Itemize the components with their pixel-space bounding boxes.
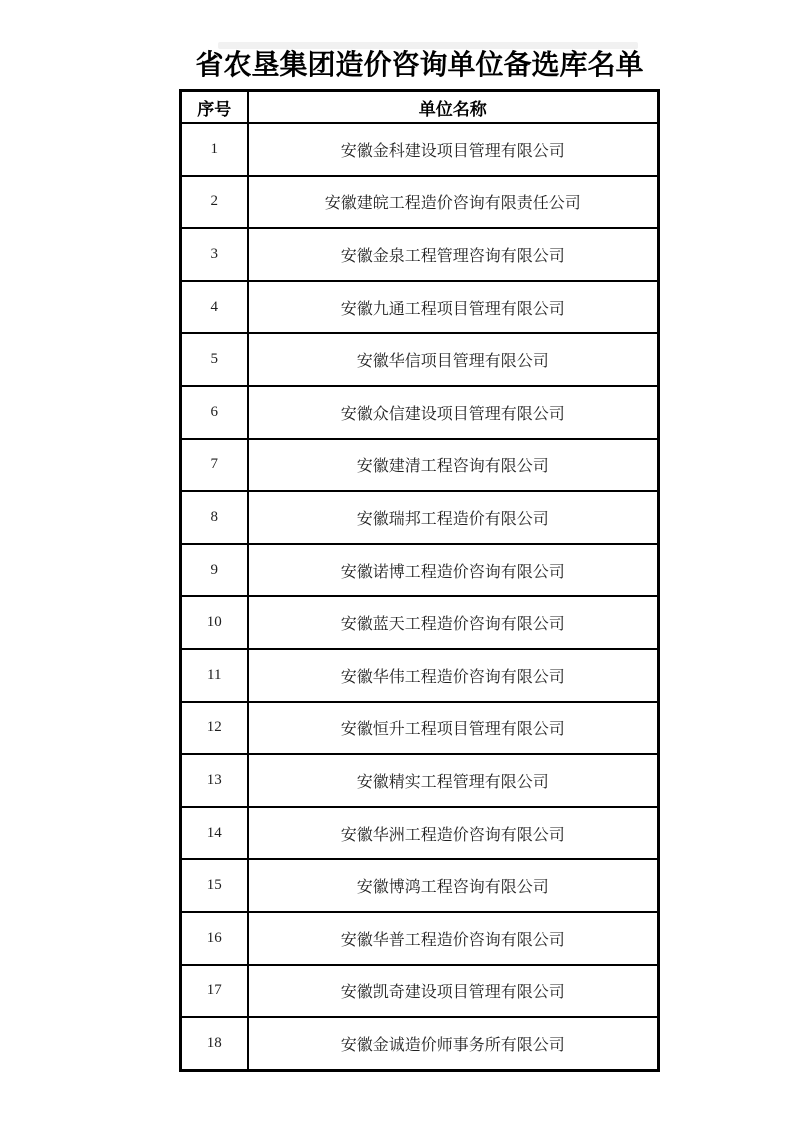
table-row [181, 123, 659, 176]
unit-name-cell: 安徽众信建设项目管理有限公司 [248, 386, 659, 439]
serial-number-cell: 3 [181, 228, 248, 281]
serial-number-cell: 18 [181, 1017, 248, 1070]
table-row [181, 491, 659, 544]
table-row [181, 228, 659, 281]
unit-name-cell: 安徽凯奇建设项目管理有限公司 [248, 965, 659, 1018]
unit-name-cell: 安徽金泉工程管理咨询有限公司 [248, 228, 659, 281]
serial-number-cell: 14 [181, 807, 248, 860]
serial-number-cell: 7 [181, 439, 248, 492]
serial-number-cell: 15 [181, 859, 248, 912]
table-row [181, 702, 659, 755]
unit-name-cell: 安徽建清工程咨询有限公司 [248, 439, 659, 492]
table-row [181, 281, 659, 334]
table-row [181, 439, 659, 492]
unit-name-cell: 安徽金科建设项目管理有限公司 [248, 123, 659, 176]
table-row [181, 912, 659, 965]
table-row [181, 386, 659, 439]
serial-number-cell: 8 [181, 491, 248, 544]
unit-name-cell: 安徽诺博工程造价咨询有限公司 [248, 544, 659, 597]
table-row [181, 596, 659, 649]
unit-name-cell: 安徽恒升工程项目管理有限公司 [248, 702, 659, 755]
header-unit-name: 单位名称 [248, 91, 659, 124]
serial-number-cell: 12 [181, 702, 248, 755]
page-title: 省农垦集团造价咨询单位备选库名单 [195, 50, 644, 81]
serial-number-cell: 10 [181, 596, 248, 649]
serial-number-cell: 13 [181, 754, 248, 807]
table-row [181, 544, 659, 597]
serial-number-cell: 2 [181, 176, 248, 229]
table-row [181, 965, 659, 1018]
serial-number-cell: 9 [181, 544, 248, 597]
unit-list-table [179, 89, 660, 1072]
unit-name-cell: 安徽华伟工程造价咨询有限公司 [248, 649, 659, 702]
serial-number-cell: 4 [181, 281, 248, 334]
table-body [181, 123, 659, 1070]
header-serial-number: 序号 [181, 91, 248, 124]
table-row [181, 754, 659, 807]
serial-number-cell: 11 [181, 649, 248, 702]
unit-name-cell: 安徽金诚造价师事务所有限公司 [248, 1017, 659, 1070]
table-row [181, 859, 659, 912]
serial-number-cell: 5 [181, 333, 248, 386]
table-row [181, 333, 659, 386]
serial-number-cell: 1 [181, 123, 248, 176]
unit-name-cell: 安徽蓝天工程造价咨询有限公司 [248, 596, 659, 649]
table-header [181, 91, 659, 124]
table-row [181, 1017, 659, 1070]
serial-number-cell: 17 [181, 965, 248, 1018]
unit-name-cell: 安徽瑞邦工程造价有限公司 [248, 491, 659, 544]
unit-name-cell: 安徽精实工程管理有限公司 [248, 754, 659, 807]
unit-name-cell: 安徽华普工程造价咨询有限公司 [248, 912, 659, 965]
unit-name-cell: 安徽九通工程项目管理有限公司 [248, 281, 659, 334]
serial-number-cell: 6 [181, 386, 248, 439]
table-row [181, 176, 659, 229]
unit-name-cell: 安徽博鸿工程咨询有限公司 [248, 859, 659, 912]
unit-name-cell: 安徽建皖工程造价咨询有限责任公司 [248, 176, 659, 229]
table-header-row [181, 91, 659, 124]
serial-number-cell: 16 [181, 912, 248, 965]
unit-name-cell: 安徽华信项目管理有限公司 [248, 333, 659, 386]
unit-name-cell: 安徽华洲工程造价咨询有限公司 [248, 807, 659, 860]
table-row [181, 807, 659, 860]
table-row [181, 649, 659, 702]
